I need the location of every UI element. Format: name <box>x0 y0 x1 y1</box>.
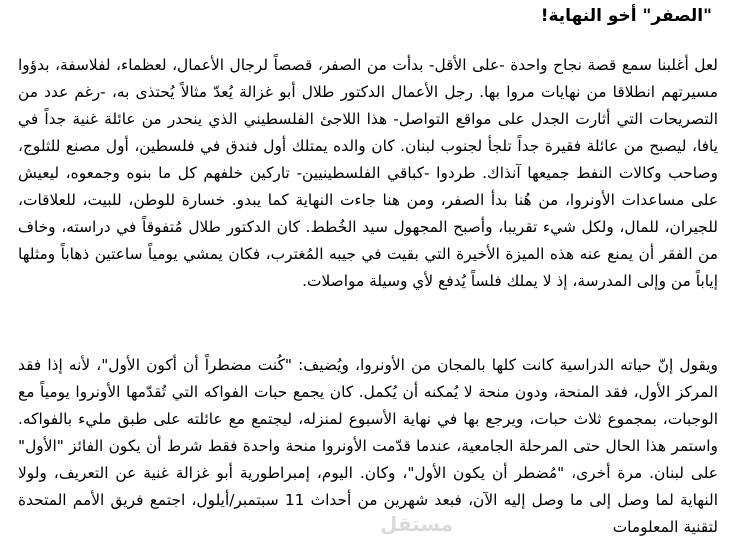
watermark-logo: مستقل <box>380 512 454 536</box>
article-title: "الصفر" أخو النهاية! <box>540 6 712 26</box>
article-paragraph-2: ويقول إنّ حياته الدراسية كانت كلها بالمجان من الأونروا، ويُضيف: "كُنت مضطراً أن أكون الأول"، لأنه إذا فقد المركز الأول، فقد المنحة، ودون منحة لا يُمكنه أن يُكمل. كان يجمع حبات الفواكه التي تُقدّمها الأونروا يومياً مع الوجبات، بمجموع ثلاث حبات، ويرجع بها في نهاية الأسبوع لمنزله، ليجتمع مع عائلته على طبق مليء بالفواكه. واستمر هذا الحال حتى المرحلة الجامعية، عندما قدّمت الأونروا منحة واحدة فقط شرط أن يكون الفائز "الأول" على لبنان. مرة أخرى، "مُضطر أن يكون الأول"، وكان. اليوم، إمبراطورية أبو غزالة غنية عن التعريف، ولولا النهاية لما وصل إلى ما وصل إليه الآن، فبعد شهرين من أحداث 11 سبتمبر/أيلول، اجتمع فريق الأمم المتحدة لتقنية المعلومات <box>18 356 718 536</box>
article-paragraph-1: لعل أغلبنا سمع قصة نجاح واحدة -على الأقل- بدأت من الصفر، قصصاً لرجال الأعمال، لعظماء، لفلاسفة، بدؤوا مسيرتهم انطلاقا من نهايات مروا بها. رجل الأعمال الدكتور طلال أبو غزالة يُعدّ مثالاً يُحتذى به، -رغم عدد من التصريحات التي أثارت الجدل على مواقع التواصل- هذا اللاجئ الفلسطيني الذي ينحدر من عائلة غنية جداً في يافا، ليصبح من عائلة فقيرة جداً تلجأ لجنوب لبنان. كان والده يمتلك أول فندق في فلسطين، أول مصنع للثلوج، وصاحب وكالات النفط جميعها آنذاك. طردوا -كباقي الفلسطينيين- تاركين خلفهم كل ما بنوه وجمعوه، ليعيش على مساعدات الأونروا، من هُنا بدأ الصفر، ومن هنا جاءت النهاية كما يبدو. خسارة للوطن، للبيت، للعلاقات، للجيران، للمال، ولكل شيء تقريبا، وأصبح المجهول سيد الخُطط. كان الدكتور طلال مُتفوقاً في دراسته، وخاف من الفقر أن يمنع عنه هذه الميزة الأخيرة التي بقيت في جيبه المُغترب، فكان يمشي يومياً ساعتين ذهاباً ومثلها إياباً من وإلى المدرسة، إذ لا يملك فلساً يُدفع لأي وسيلة مواصلات. <box>18 56 718 290</box>
